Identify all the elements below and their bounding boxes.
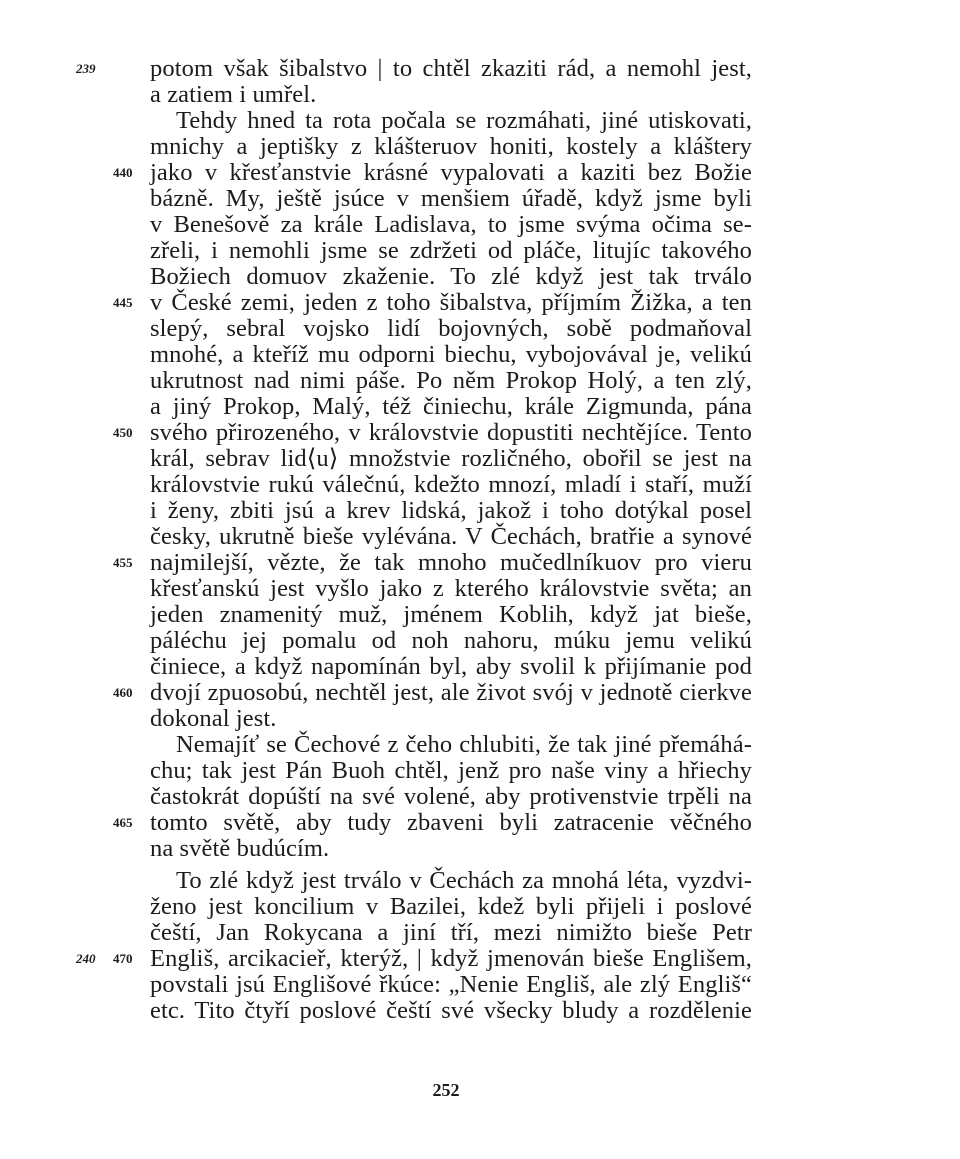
line-number: 445 <box>113 295 133 310</box>
text-line: etc. Tito čtyří poslové čeští své všecky bludy a rozdělenie <box>150 997 752 1024</box>
text-line: povstali jsú Englišové řkúce: „Nenie Engliš, ale zlý Engliš“ <box>150 971 752 998</box>
text-line: jeden znamenitý muž, jménem Koblih, když jat bieše, <box>150 601 752 628</box>
line-number: 465 <box>113 815 133 830</box>
text-line: zřeli, i nemohli jsme se zdržeti od pláče, litujíc takového <box>150 237 752 264</box>
text-line: jako v křesťanstvie krásné vypalovati a kaziti bez Božie <box>150 159 752 186</box>
text-line: činiece, a když napomínán byl, aby svolil k přijímanie pod <box>150 653 752 680</box>
text-line: v Benešově za krále Ladislava, to jsme svýma očima se- <box>150 211 752 238</box>
line-number: 460 <box>113 685 133 700</box>
text-line: svého přirozeného, v královstvie dopustiti nechtějíce. Tento <box>150 419 752 446</box>
page-number: 252 <box>432 1080 460 1100</box>
text-line: křesťanskú jest vyšlo jako z kterého královstvie světa; an <box>150 575 752 602</box>
text-line: častokrát dopúští na své volené, aby protivenstvie trpěli na <box>150 783 752 810</box>
text-line: a zatiem i umřel. <box>150 81 317 108</box>
line-number: 450 <box>113 425 133 440</box>
text-line: královstvie rukú válečnú, kdežto mnozí, mladí i staří, muží <box>150 471 752 498</box>
text-line: král, sebrav lid⟨u⟩ množstvie rozličného, obořil se jest na <box>150 445 752 472</box>
text-line: ženo jest koncilium v Bazilei, kdež byli přijeli i poslové <box>150 893 752 920</box>
text-line: najmilejší, vězte, že tak mnoho mučedlníkuov pro vieru <box>150 549 752 576</box>
text-line: bázně. My, ještě jsúce v menšiem úřadě, když jsme byli <box>150 185 752 212</box>
text-line: mnohé, a kteříž mu odporni biechu, vybojovával je, velikú <box>150 341 752 368</box>
text-line: dokonal jest. <box>150 705 277 732</box>
text-line: mnichy a jeptišky z klášteruov honiti, kostely a kláštery <box>150 133 752 160</box>
text-line: čeští, Jan Rokycana a jiní tří, mezi nimižto bieše Petr <box>150 919 752 946</box>
line-number: 440 <box>113 165 133 180</box>
text-line: To zlé když jest trválo v Čechách za mnohá léta, vyzdvi- <box>176 867 752 894</box>
text-line: ukrutnost nad nimi páše. Po něm Prokop Holý, a ten zlý, <box>150 367 752 394</box>
folio-marker: 240 <box>76 951 96 966</box>
text-line: Božiech domuov zkaženie. To zlé když jest tak trválo <box>150 263 752 290</box>
line-number: 470 <box>113 951 133 966</box>
text-line: i ženy, zbiti jsú a krev lidská, jakož i toho dotýkal posel <box>150 497 752 524</box>
text-line: Tehdy hned ta rota počala se rozmáhati, jiné utiskovati, <box>176 107 752 134</box>
text-line: potom však šibalstvo | to chtěl zkaziti rád, a nemohl jest, <box>150 55 752 82</box>
text-line: chu; tak jest Pán Buoh chtěl, jenž pro naše viny a hřiechy <box>150 757 752 784</box>
text-line: Engliš, arcikacieř, kterýž, | když jmenován bieše Englišem, <box>150 945 752 972</box>
text-line: v České zemi, jeden z toho šibalstva, příjmím Žižka, a ten <box>150 289 752 316</box>
folio-marker: 239 <box>76 61 96 76</box>
text-line: tomto světě, aby tudy zbaveni byli zatracenie věčného <box>150 809 752 836</box>
text-line: a jiný Prokop, Malý, též činiechu, krále Zigmunda, pána <box>150 393 752 420</box>
text-line: na světě budúcím. <box>150 835 330 862</box>
line-number: 455 <box>113 555 133 570</box>
text-line: páléchu jej pomalu od noh nahoru, múku jemu velikú <box>150 627 752 654</box>
text-line: dvojí zpuosobú, nechtěl jest, ale život svój v jednotě cierkve <box>150 679 752 706</box>
text-line: česky, ukrutně bieše vylévána. V Čechách, bratřie a synové <box>150 523 752 550</box>
text-line: slepý, sebral vojsko lidí bojovných, sobě podmaňoval <box>150 315 752 342</box>
text-line: Nemajíť se Čechové z čeho chlubiti, že tak jiné přemáhá- <box>176 731 752 758</box>
